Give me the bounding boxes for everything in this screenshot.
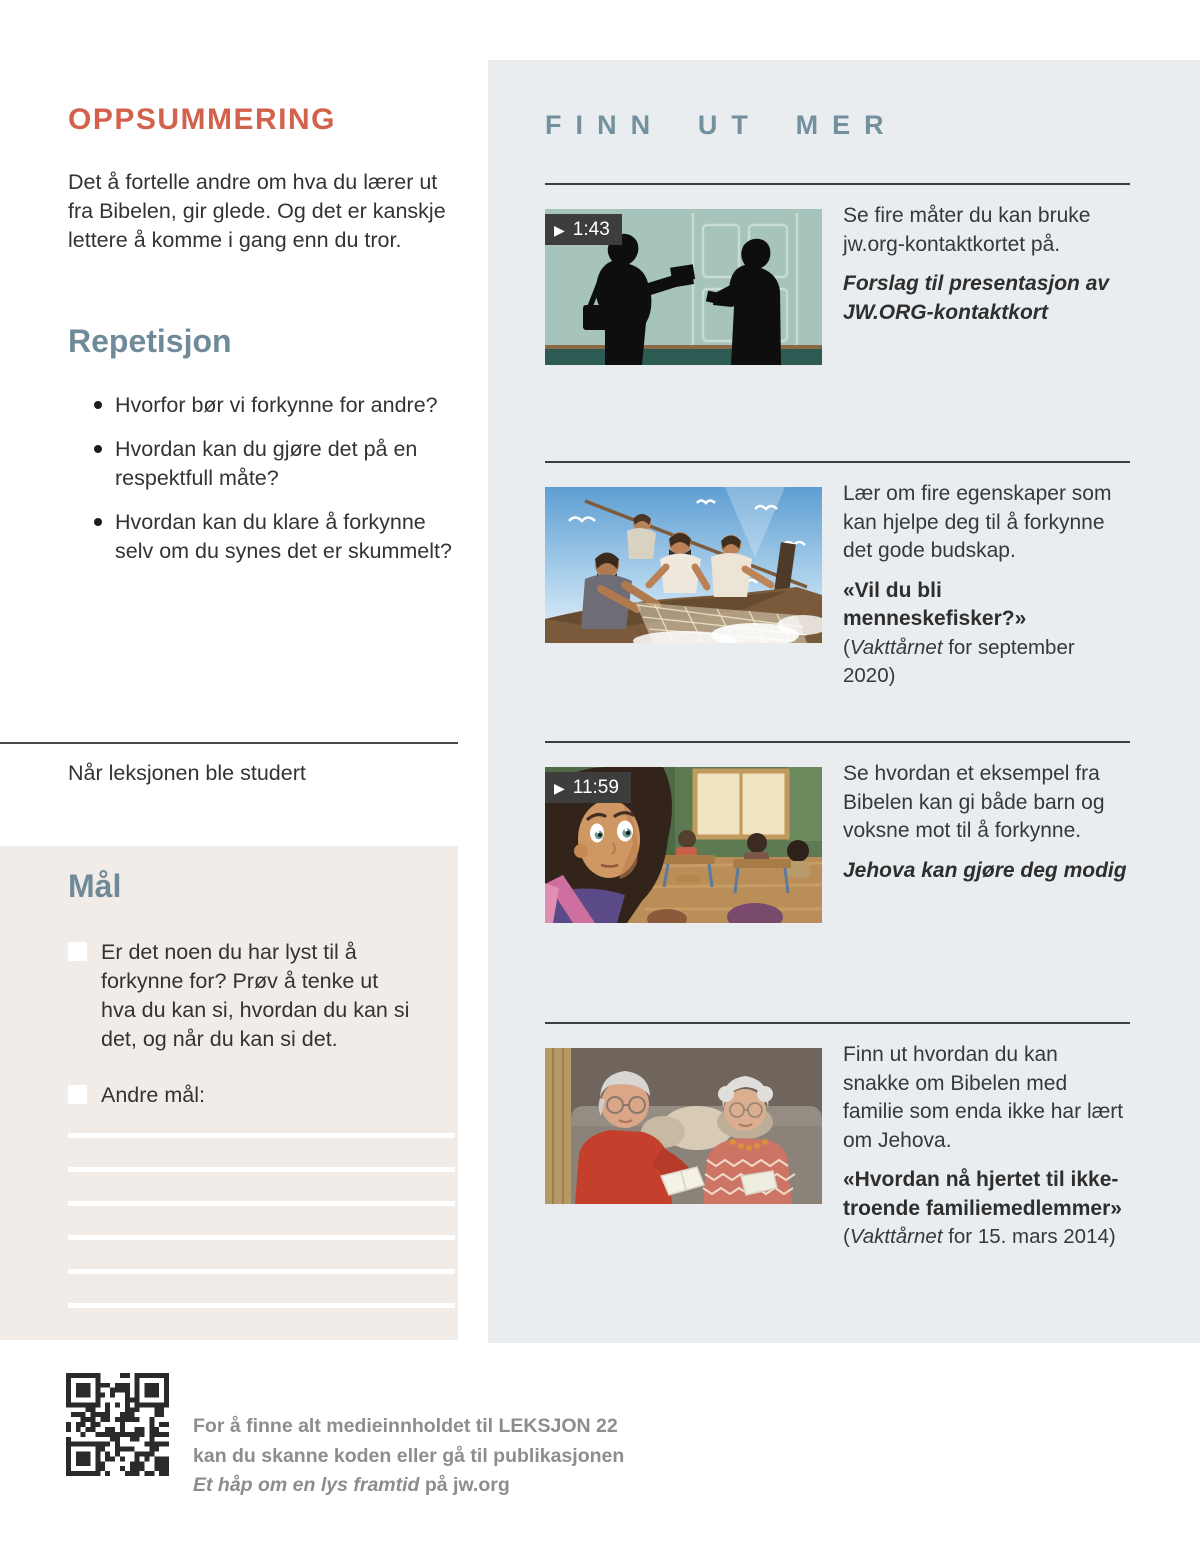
fishermen-painting — [545, 487, 822, 643]
divider — [545, 1022, 1130, 1024]
media-reference: (Vakttårnet for september 2020) — [843, 635, 1075, 687]
goal-text: Andre mål: — [101, 1083, 205, 1107]
qr-code — [66, 1373, 169, 1476]
video-duration-badge — [545, 772, 631, 803]
bullet-icon — [94, 401, 102, 409]
article-thumbnail-couple[interactable] — [545, 1048, 822, 1204]
find-out-more-heading: FINN UT MER — [545, 110, 898, 140]
video-duration-badge — [545, 214, 622, 245]
media-description: Se fire måter du kan bruke jw.org-kontaktkortet på. — [843, 204, 1091, 256]
play-icon: ▶ — [554, 779, 565, 796]
duration-text: 1:43 — [572, 218, 610, 240]
goal-writing-line[interactable] — [68, 1269, 455, 1274]
bullet-icon — [94, 518, 102, 526]
article-thumbnail-fishermen[interactable] — [545, 487, 822, 643]
review-question: Hvordan kan du gjøre det på en respektfull måte? — [68, 435, 463, 493]
media-description: Se hvordan et eksempel fra Bibelen kan gi både barn og voksne mot til å forkynne. — [843, 762, 1105, 842]
media-item-family-article — [545, 1022, 1130, 1251]
video-thumbnail-contact-card[interactable] — [545, 209, 822, 365]
media-reference: (Vakttårnet for 15. mars 2014) — [843, 1225, 1116, 1248]
divider — [545, 741, 1130, 743]
media-item-fishers-article — [545, 461, 1130, 690]
review-question: Hvorfor bør vi forkynne for andre? — [68, 391, 463, 420]
goal-item — [68, 1081, 413, 1110]
play-icon: ▶ — [554, 221, 565, 238]
review-question: Hvordan kan du klare å forkynne selv om du synes det er skummelt? — [68, 508, 463, 566]
media-title-link[interactable]: «Hvordan nå hjertet til ikke-troende familiemedlemmer» — [843, 1168, 1122, 1220]
goal-writing-line[interactable] — [68, 1235, 455, 1240]
media-item-courage-video — [545, 741, 1130, 923]
media-item-contact-card-video — [545, 183, 1130, 365]
summary-paragraph: Det å fortelle andre om hva du lærer ut fra Bibelen, gir glede. Og det er kanskje lettere å komme i gang enn du tror. — [68, 170, 446, 252]
goal-writing-line[interactable] — [68, 1133, 455, 1138]
review-question-list — [68, 391, 463, 581]
divider — [0, 742, 458, 744]
media-description: Lær om fire egenskaper som kan hjelpe deg til å forkynne det gode budskap. — [843, 482, 1112, 562]
goal-writing-line[interactable] — [68, 1201, 455, 1206]
goals-section — [0, 846, 458, 1340]
goal-writing-line[interactable] — [68, 1167, 455, 1172]
goal-checkbox[interactable] — [68, 942, 87, 961]
goal-text: Er det noen du har lyst til å forkynne for? Prøv å tenke ut hva du kan si, hvordan du kan si det, og når du kan si det. — [101, 940, 410, 1051]
video-thumbnail-classroom[interactable] — [545, 767, 822, 923]
footer-note: For å finne alt medieinnholdet til LEKSJON 22 kan du skanne koden eller gå til publikasjonen Et håp om en lys framtid på jw.org — [193, 1415, 625, 1496]
media-title-link[interactable]: «Vil du bli menneskefisker?» — [843, 578, 1027, 630]
duration-text: 11:59 — [572, 776, 619, 798]
elderly-couple-photo — [545, 1048, 822, 1204]
lesson-studied-label: Når leksjonen ble studert — [68, 761, 306, 785]
media-title-link[interactable]: Jehova kan gjøre deg modig — [843, 858, 1127, 882]
media-description: Finn ut hvordan du kan snakke om Bibelen med familie som enda ikke har lært om Jehova. — [843, 1043, 1124, 1152]
divider — [545, 461, 1130, 463]
goal-checkbox[interactable] — [68, 1085, 87, 1104]
summary-heading: OPPSUMMERING — [68, 103, 337, 136]
goal-writing-line[interactable] — [68, 1303, 455, 1308]
divider — [545, 183, 1130, 185]
goal-item — [68, 938, 413, 1054]
goals-heading: Mål — [68, 868, 122, 904]
bullet-icon — [94, 445, 102, 453]
review-heading: Repetisjon — [68, 323, 232, 359]
media-title-link[interactable]: Forslag til presentasjon av JW.ORG-kontaktkort — [843, 272, 1110, 324]
